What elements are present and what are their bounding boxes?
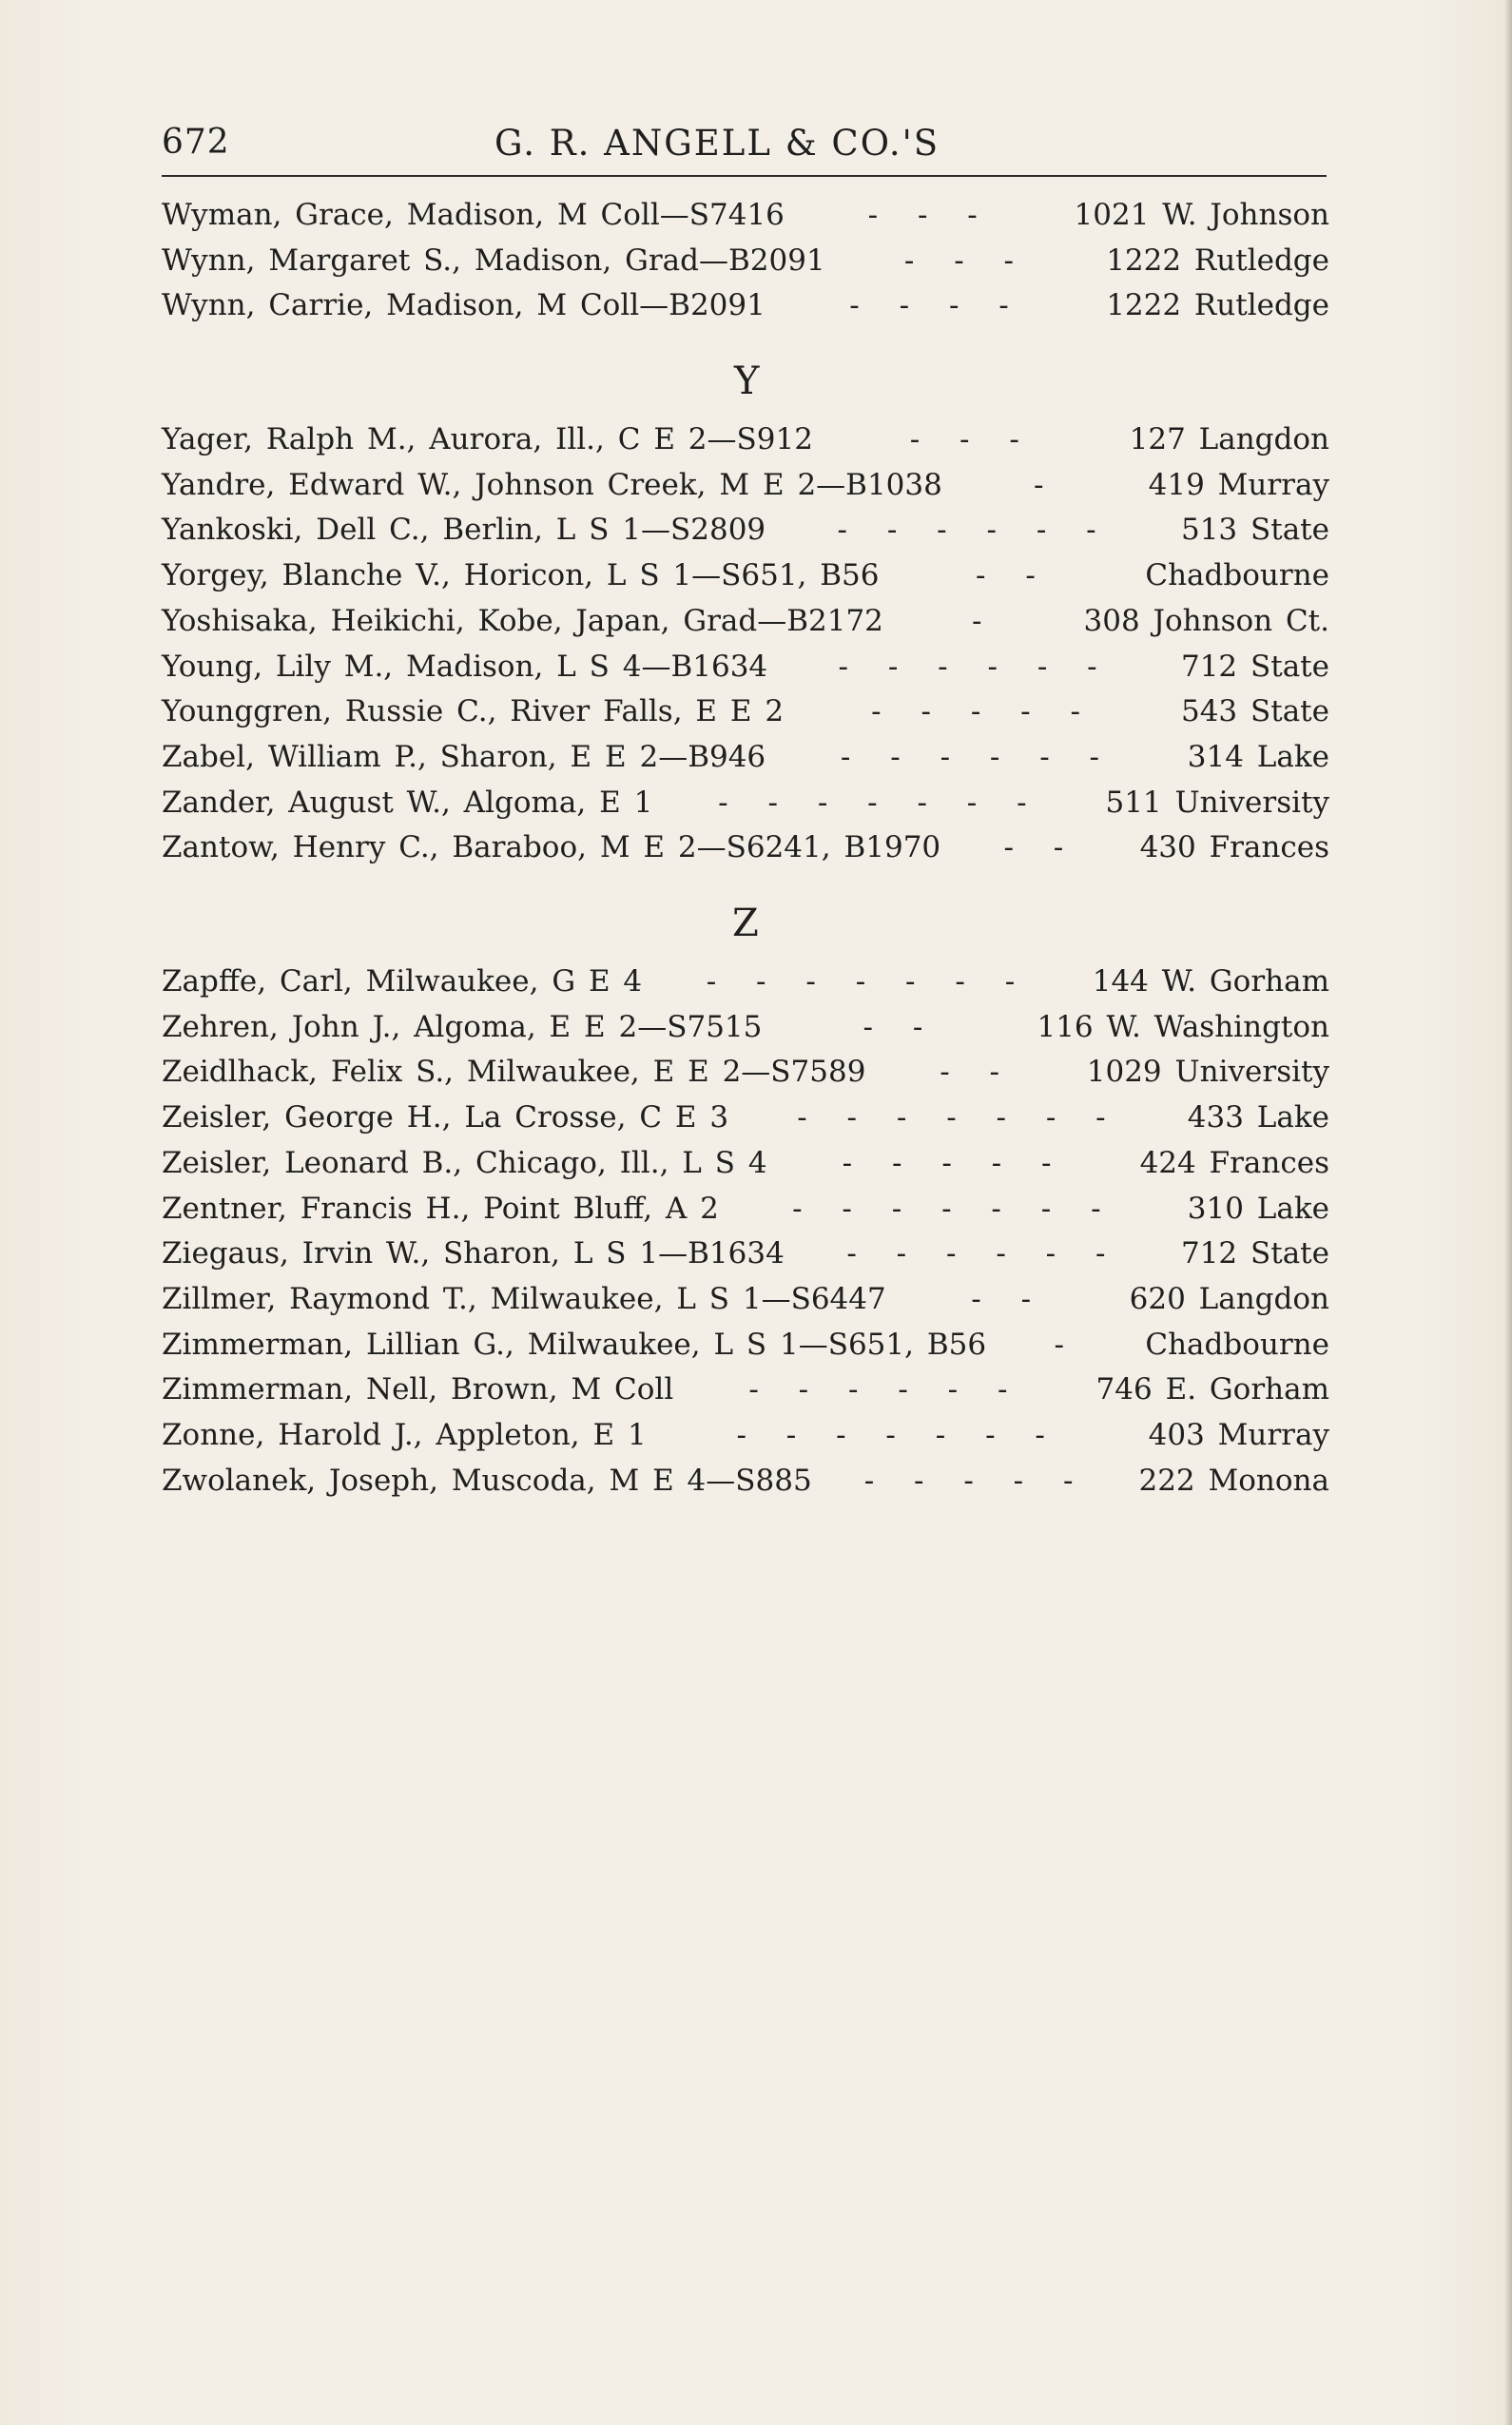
entry-leader-dashes: - - - - - [871, 694, 1094, 729]
directory-entry [162, 468, 1329, 514]
directory-entry [162, 1282, 1329, 1328]
entry-address: 308 Johnson Ct. [1083, 603, 1329, 638]
directory-entry [162, 198, 1329, 243]
directory-entry [162, 1010, 1329, 1056]
directory-entry [162, 830, 1329, 876]
entry-address: 419 Murray [1148, 467, 1329, 502]
entry-name: Young, Lily M., Madison, L S 4—B1634 [162, 649, 768, 684]
entry-name: Zillmer, Raymond T., Milwaukee, L S 1—S6447 [162, 1281, 886, 1316]
page-header [162, 119, 1327, 176]
entry-address: 712 State [1180, 1236, 1329, 1271]
entry-name: Ziegaus, Irvin W., Sharon, L S 1—B1634 [162, 1236, 785, 1271]
entry-leader-dashes: - - - - - - [748, 1372, 1021, 1407]
entry-leader-dashes: - - [940, 1055, 1013, 1090]
directory-entry [162, 694, 1329, 740]
directory-entry [162, 964, 1329, 1010]
header-rule [162, 175, 1327, 177]
entry-address: 1029 University [1086, 1055, 1329, 1090]
directory-entry [162, 513, 1329, 558]
directory-entry [162, 604, 1329, 650]
entry-leader-dashes: - - - - - - [840, 739, 1114, 774]
directory-entry [162, 1100, 1329, 1146]
entry-leader-dashes: - - - - - - [837, 513, 1110, 548]
entry-name: Zentner, Francis H., Point Bluff, A 2 [162, 1191, 719, 1226]
entry-address: 127 Langdon [1129, 422, 1329, 456]
entry-name: Zabel, William P., Sharon, E E 2—B946 [162, 739, 766, 774]
entry-leader-dashes: - - - - - - - [736, 1418, 1058, 1452]
entry-name: Yager, Ralph M., Aurora, Ill., C E 2—S912 [162, 422, 813, 456]
entry-name: Yorgey, Blanche V., Horicon, L S 1—S651, B56 [162, 558, 880, 593]
directory-entry [162, 1328, 1329, 1373]
section-letter-y: Y [734, 359, 760, 403]
entry-address: 116 W. Washington [1037, 1009, 1329, 1044]
directory-entry [162, 1418, 1329, 1464]
entry-address: 1021 W. Johnson [1074, 198, 1329, 232]
entry-leader-dashes: - [1034, 467, 1057, 502]
entry-address: 310 Lake [1187, 1191, 1329, 1226]
entry-name: Zeisler, George H., La Crosse, C E 3 [162, 1100, 729, 1135]
entry-leader-dashes: - - - - [849, 288, 1022, 323]
section-letter-z: Z [732, 902, 759, 945]
entry-name: Wynn, Carrie, Madison, M Coll—B2091 [162, 288, 766, 323]
entry-name: Zimmerman, Nell, Brown, M Coll [162, 1372, 674, 1407]
directory-entry [162, 740, 1329, 786]
entry-leader-dashes: - - - - - - - [706, 964, 1029, 999]
directory-entry [162, 1236, 1329, 1282]
entry-address: 222 Monona [1138, 1463, 1329, 1498]
entry-leader-dashes: - - - - - - - [718, 785, 1040, 820]
entry-name: Zapffe, Carl, Milwaukee, G E 4 [162, 964, 643, 999]
entry-leader-dashes: - - - [867, 198, 991, 232]
directory-entry [162, 422, 1329, 468]
entry-address: 433 Lake [1187, 1100, 1329, 1135]
running-title: G. R. ANGELL & CO.'S [494, 123, 940, 164]
entry-leader-dashes: - - [863, 1009, 937, 1044]
entry-address: Chadbourne [1145, 1327, 1329, 1362]
entry-address: Chadbourne [1145, 558, 1329, 593]
entry-name: Zantow, Henry C., Baraboo, M E 2—S6241, B1970 [162, 830, 941, 865]
entry-address: 746 E. Gorham [1095, 1372, 1329, 1407]
directory-entry [162, 1372, 1329, 1418]
entry-leader-dashes: - - - [909, 422, 1033, 456]
entry-leader-dashes: - - - - - - [846, 1236, 1119, 1271]
entry-leader-dashes: - - [976, 558, 1049, 593]
entry-address: 1222 Rutledge [1106, 242, 1329, 278]
entry-name: Zeidlhack, Felix S., Milwaukee, E E 2—S7589 [162, 1055, 866, 1090]
entry-name: Zwolanek, Joseph, Muscoda, M E 4—S885 [162, 1463, 812, 1498]
page-number: 672 [162, 123, 230, 162]
entry-leader-dashes: - - - [903, 242, 1027, 278]
entry-address: 511 University [1105, 785, 1329, 820]
entry-address: 314 Lake [1187, 739, 1329, 774]
entry-address: 424 Frances [1139, 1145, 1329, 1180]
entry-address: 403 Murray [1148, 1418, 1329, 1452]
entry-name: Wyman, Grace, Madison, M Coll—S7416 [162, 198, 785, 232]
entry-name: Zander, August W., Algoma, E 1 [162, 785, 653, 820]
directory-entry [162, 558, 1329, 604]
entry-address: 712 State [1180, 649, 1329, 684]
entry-leader-dashes: - - - - - - - [792, 1191, 1115, 1226]
entry-address: 543 State [1180, 694, 1329, 729]
entry-address: 430 Frances [1139, 830, 1329, 865]
entry-leader-dashes: - [1054, 1327, 1077, 1362]
entry-name: Wynn, Margaret S., Madison, Grad—B2091 [162, 242, 825, 278]
entry-name: Zeisler, Leonard B., Chicago, Ill., L S 4 [162, 1145, 767, 1180]
entry-address: 620 Langdon [1129, 1281, 1329, 1316]
directory-entry [162, 786, 1329, 831]
directory-entry [162, 243, 1329, 289]
directory-entry [162, 288, 1329, 334]
directory-entry [162, 1055, 1329, 1100]
entry-address: 513 State [1180, 513, 1329, 548]
entry-name: Yankoski, Dell C., Berlin, L S 1—S2809 [162, 513, 766, 548]
entry-name: Zimmerman, Lillian G., Milwaukee, L S 1—S651, B56 [162, 1327, 987, 1362]
entry-name: Yoshisaka, Heikichi, Kobe, Japan, Grad—B2172 [162, 603, 883, 638]
entry-name: Yandre, Edward W., Johnson Creek, M E 2—B1038 [162, 467, 942, 502]
entry-leader-dashes: - [971, 603, 996, 638]
directory-entry [162, 1464, 1329, 1509]
entry-leader-dashes: - - [1003, 830, 1077, 865]
entry-address: 144 W. Gorham [1092, 964, 1329, 999]
entry-leader-dashes: - - [971, 1281, 1045, 1316]
entry-leader-dashes: - - - - - - - [797, 1100, 1119, 1135]
directory-entry [162, 1192, 1329, 1237]
entry-name: Zehren, John J., Algoma, E E 2—S7515 [162, 1009, 763, 1044]
directory-entry [162, 1146, 1329, 1192]
entry-leader-dashes: - - - - - [842, 1145, 1065, 1180]
entry-name: Zonne, Harold J., Appleton, E 1 [162, 1418, 647, 1452]
entry-leader-dashes: - - - - - - [838, 649, 1111, 684]
entry-name: Younggren, Russie C., River Falls, E E 2 [162, 694, 785, 729]
entry-address: 1222 Rutledge [1106, 288, 1329, 323]
entry-leader-dashes: - - - - - [863, 1463, 1087, 1498]
directory-entry [162, 650, 1329, 695]
